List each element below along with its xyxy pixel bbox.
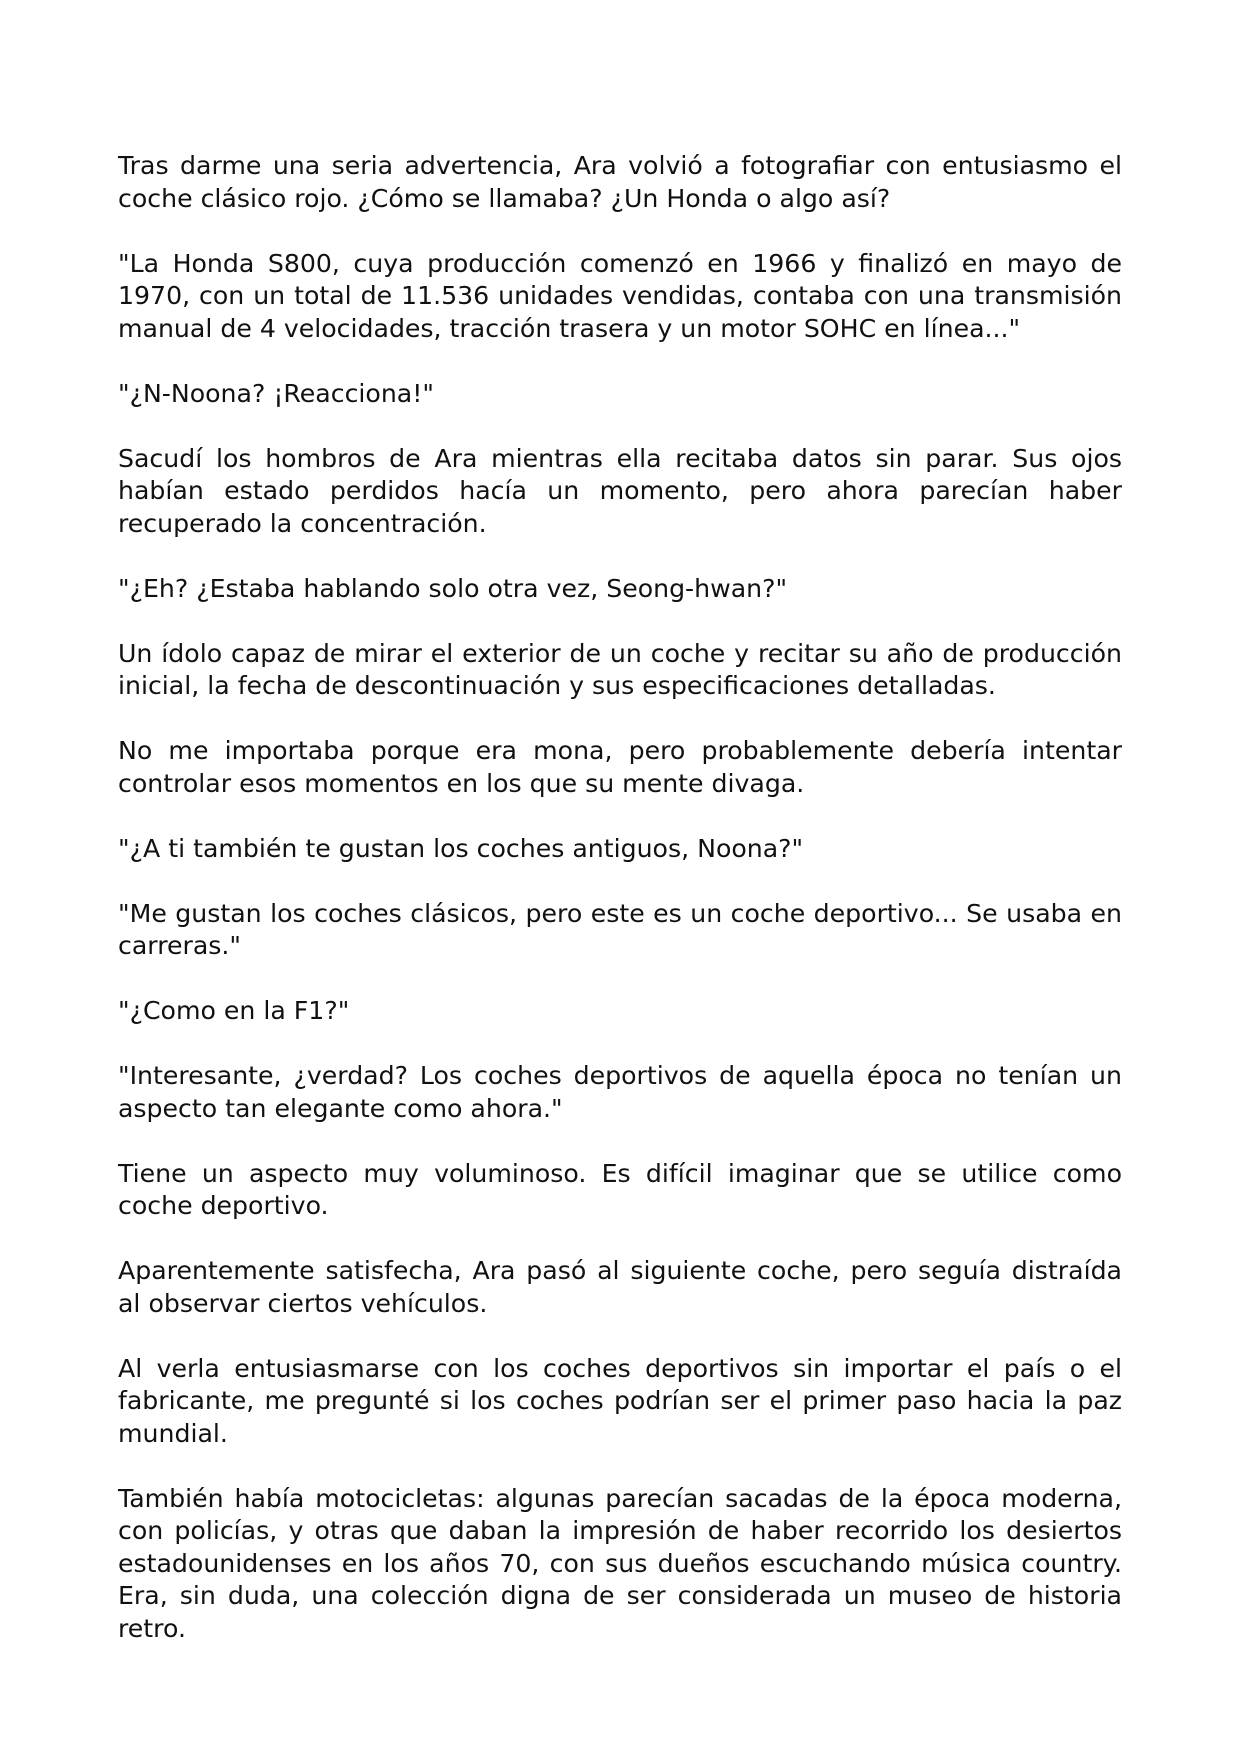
- paragraph-12: Tiene un aspecto muy voluminoso. Es difícil imaginar que se utilice como coche deportivo.: [118, 1158, 1122, 1220]
- paragraph-9: "Me gustan los coches clásicos, pero este es un coche deportivo... Se usaba en carreras.": [118, 898, 1122, 960]
- document-page: [118, 150, 1122, 1678]
- paragraph-4: Sacudí los hombros de Ara mientras ella recitaba datos sin parar. Sus ojos habían estado perdidos hacía un momento, pero ahora parecían haber recuperado la concentración.: [118, 443, 1122, 538]
- paragraph-5: "¿Eh? ¿Estaba hablando solo otra vez, Seong-hwan?": [118, 573, 788, 603]
- paragraph-7: No me importaba porque era mona, pero probablemente debería intentar controlar esos momentos en los que su mente divaga.: [118, 736, 1122, 798]
- paragraph-2: "La Honda S800, cuya producción comenzó en 1966 y finalizó en mayo de 1970, con un total de 11.536 unidades vendidas, contaba con una transmisión manual de 4 velocidades, tracción trasera y un motor SOHC en línea...": [118, 248, 1122, 343]
- paragraph-10: "¿Como en la F1?": [118, 996, 350, 1025]
- paragraph-13: Aparentemente satisfecha, Ara pasó al siguiente coche, pero seguía distraída al observar ciertos vehículos.: [118, 1256, 1122, 1318]
- paragraph-14: Al verla entusiasmarse con los coches deportivos sin importar el país o el fabricante, me pregunté si los coches podrían ser el primer paso hacia la paz mundial.: [118, 1353, 1122, 1448]
- paragraph-8: "¿A ti también te gustan los coches antiguos, Noona?": [118, 833, 804, 863]
- paragraph-3: "¿N-Noona? ¡Reacciona!": [118, 378, 434, 408]
- paragraph-15: También había motocicletas: algunas parecían sacadas de la época moderna, con policías, y otras que daban la impresión de haber recorrido los desiertos estadounidenses en los años 70, con sus dueños escuchando música country. Era, sin duda, una colección digna de ser considerada un museo de historia retro.: [118, 1483, 1122, 1643]
- paragraph-6: Un ídolo capaz de mirar el exterior de un coche y recitar su año de producción inicial, la fecha de descontinuación y sus especificaciones detalladas.: [118, 638, 1122, 700]
- paragraph-11: "Interesante, ¿verdad? Los coches deportivos de aquella época no tenían un aspecto tan elegante como ahora.": [118, 1061, 1122, 1123]
- paragraph-1: Tras darme una seria advertencia, Ara volvió a fotografiar con entusiasmo el coche clásico rojo. ¿Cómo se llamaba? ¿Un Honda o algo así?: [118, 151, 1122, 213]
